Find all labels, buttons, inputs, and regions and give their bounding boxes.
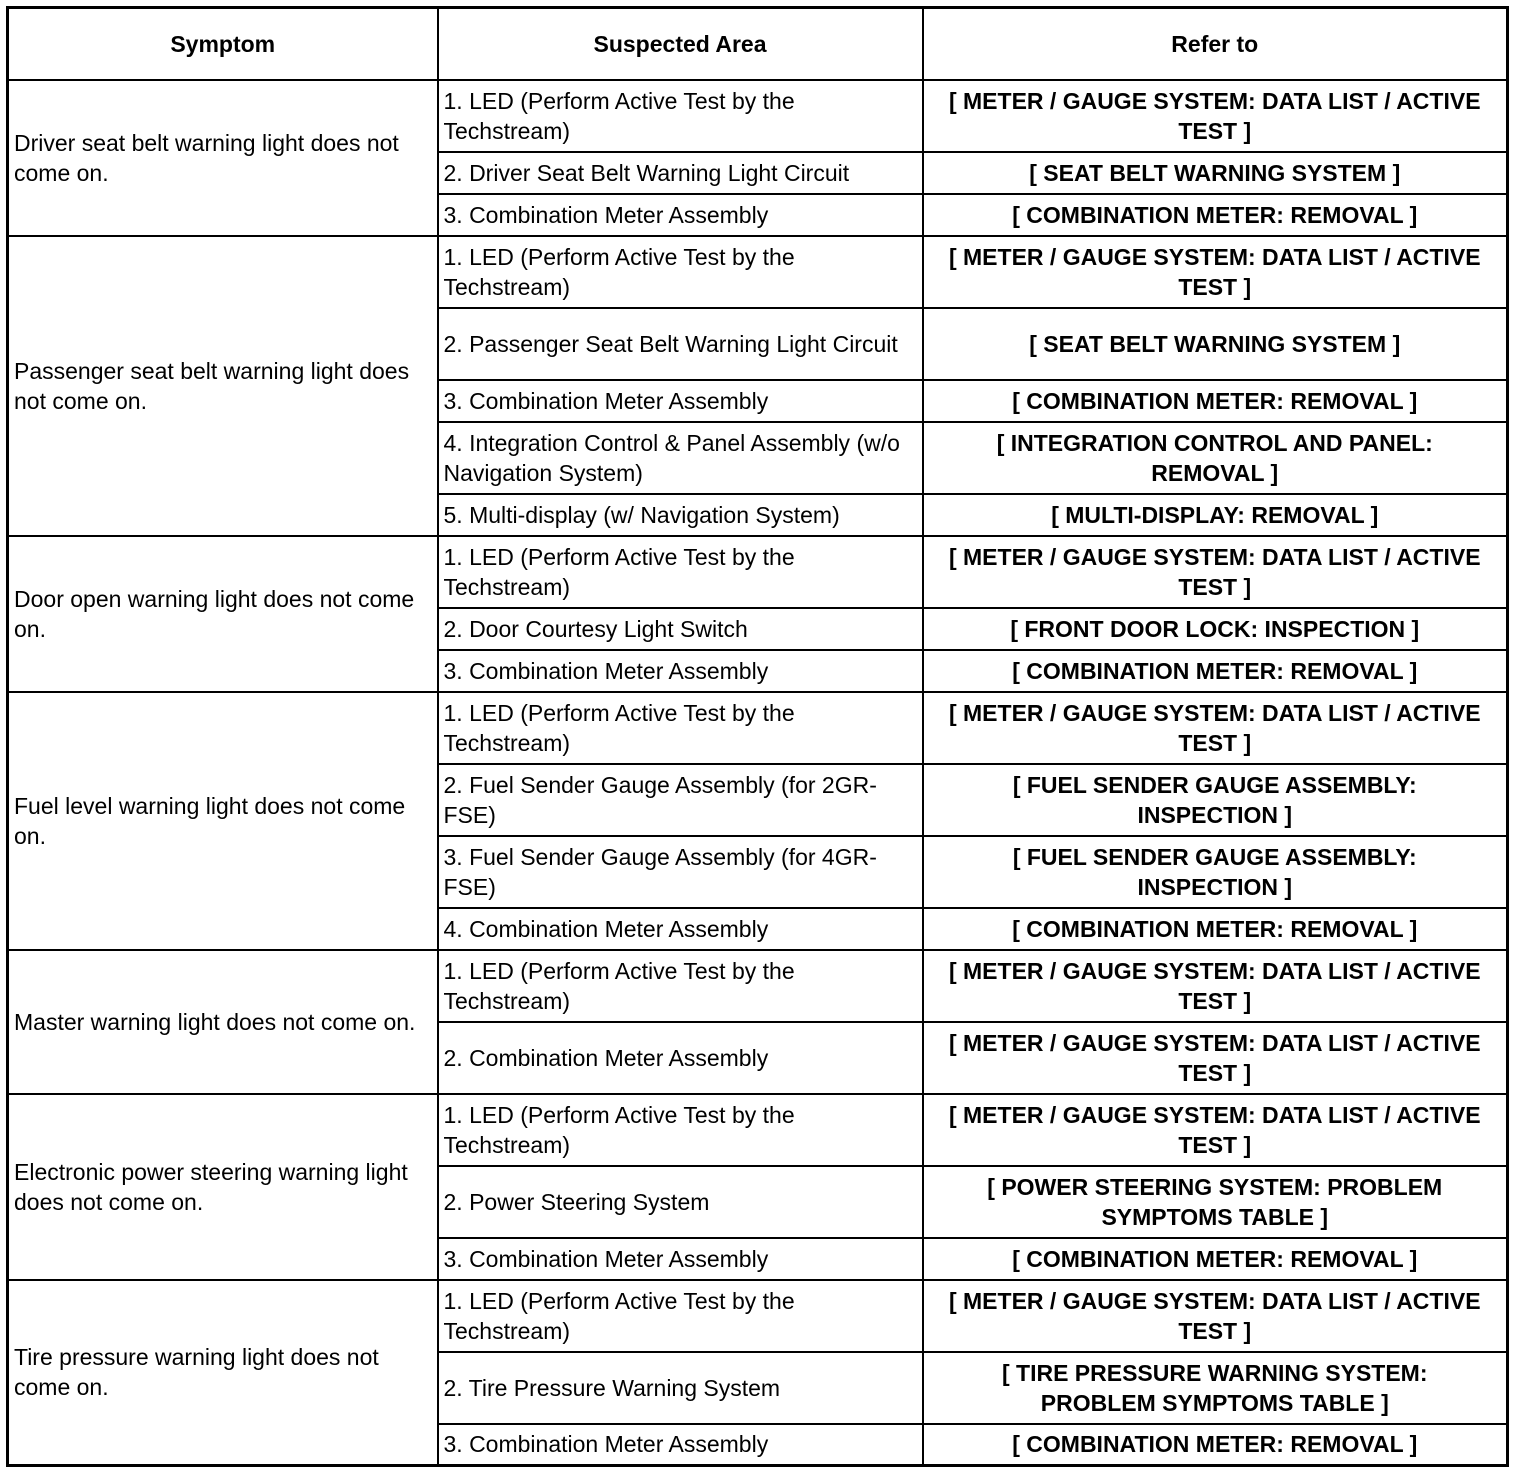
column-header-suspected-area: Suspected Area: [438, 8, 923, 80]
refer-to-link[interactable]: [ POWER STEERING SYSTEM: PROBLEM SYMPTOMS TABLE ]: [923, 1166, 1508, 1238]
refer-to-link[interactable]: [ COMBINATION METER: REMOVAL ]: [923, 908, 1508, 950]
suspected-area-cell: 2. Combination Meter Assembly: [438, 1022, 923, 1094]
suspected-area-cell: 1. LED (Perform Active Test by the Techstream): [438, 536, 923, 608]
suspected-area-cell: 3. Combination Meter Assembly: [438, 380, 923, 422]
refer-to-link[interactable]: [ METER / GAUGE SYSTEM: DATA LIST / ACTIVE TEST ]: [923, 536, 1508, 608]
refer-to-link[interactable]: [ FUEL SENDER GAUGE ASSEMBLY: INSPECTION ]: [923, 836, 1508, 908]
suspected-area-cell: 2. Fuel Sender Gauge Assembly (for 2GR-FSE): [438, 764, 923, 836]
refer-to-link[interactable]: [ SEAT BELT WARNING SYSTEM ]: [923, 152, 1508, 194]
suspected-area-cell: 1. LED (Perform Active Test by the Techstream): [438, 1280, 923, 1352]
problem-symptoms-table: [6, 6, 1509, 1467]
refer-to-link[interactable]: [ METER / GAUGE SYSTEM: DATA LIST / ACTIVE TEST ]: [923, 1022, 1508, 1094]
suspected-area-cell: 3. Fuel Sender Gauge Assembly (for 4GR-FSE): [438, 836, 923, 908]
suspected-area-cell: 1. LED (Perform Active Test by the Techstream): [438, 692, 923, 764]
refer-to-link[interactable]: [ COMBINATION METER: REMOVAL ]: [923, 194, 1508, 236]
table-row: [8, 236, 1508, 308]
table-row: [8, 536, 1508, 608]
table-row: [8, 950, 1508, 1022]
symptom-cell: Driver seat belt warning light does not come on.: [8, 80, 438, 236]
refer-to-link[interactable]: [ METER / GAUGE SYSTEM: DATA LIST / ACTIVE TEST ]: [923, 1280, 1508, 1352]
refer-to-link[interactable]: [ METER / GAUGE SYSTEM: DATA LIST / ACTIVE TEST ]: [923, 950, 1508, 1022]
refer-to-link[interactable]: [ METER / GAUGE SYSTEM: DATA LIST / ACTIVE TEST ]: [923, 1094, 1508, 1166]
suspected-area-cell: 3. Combination Meter Assembly: [438, 650, 923, 692]
refer-to-link[interactable]: [ COMBINATION METER: REMOVAL ]: [923, 1238, 1508, 1280]
refer-to-link[interactable]: [ FRONT DOOR LOCK: INSPECTION ]: [923, 608, 1508, 650]
table-row: [8, 1280, 1508, 1352]
suspected-area-cell: 1. LED (Perform Active Test by the Techstream): [438, 1094, 923, 1166]
suspected-area-cell: 2. Tire Pressure Warning System: [438, 1352, 923, 1424]
suspected-area-cell: 2. Passenger Seat Belt Warning Light Circuit: [438, 308, 923, 380]
suspected-area-cell: 2. Door Courtesy Light Switch: [438, 608, 923, 650]
refer-to-link[interactable]: [ COMBINATION METER: REMOVAL ]: [923, 650, 1508, 692]
symptom-cell: Electronic power steering warning light does not come on.: [8, 1094, 438, 1280]
symptom-cell: Door open warning light does not come on.: [8, 536, 438, 692]
suspected-area-cell: 2. Driver Seat Belt Warning Light Circuit: [438, 152, 923, 194]
refer-to-link[interactable]: [ SEAT BELT WARNING SYSTEM ]: [923, 308, 1508, 380]
suspected-area-cell: 5. Multi-display (w/ Navigation System): [438, 494, 923, 536]
suspected-area-cell: 3. Combination Meter Assembly: [438, 194, 923, 236]
refer-to-link[interactable]: [ TIRE PRESSURE WARNING SYSTEM: PROBLEM SYMPTOMS TABLE ]: [923, 1352, 1508, 1424]
table-header-row: [8, 8, 1508, 80]
column-header-symptom: Symptom: [8, 8, 438, 80]
refer-to-link[interactable]: [ COMBINATION METER: REMOVAL ]: [923, 1424, 1508, 1466]
suspected-area-cell: 3. Combination Meter Assembly: [438, 1424, 923, 1466]
column-header-refer-to: Refer to: [923, 8, 1508, 80]
refer-to-link[interactable]: [ METER / GAUGE SYSTEM: DATA LIST / ACTIVE TEST ]: [923, 236, 1508, 308]
symptom-cell: Passenger seat belt warning light does not come on.: [8, 236, 438, 536]
suspected-area-cell: 4. Combination Meter Assembly: [438, 908, 923, 950]
refer-to-link[interactable]: [ FUEL SENDER GAUGE ASSEMBLY: INSPECTION ]: [923, 764, 1508, 836]
suspected-area-cell: 3. Combination Meter Assembly: [438, 1238, 923, 1280]
suspected-area-cell: 1. LED (Perform Active Test by the Techstream): [438, 950, 923, 1022]
refer-to-link[interactable]: [ METER / GAUGE SYSTEM: DATA LIST / ACTIVE TEST ]: [923, 80, 1508, 152]
table-row: [8, 80, 1508, 152]
refer-to-link[interactable]: [ COMBINATION METER: REMOVAL ]: [923, 380, 1508, 422]
suspected-area-cell: 1. LED (Perform Active Test by the Techstream): [438, 236, 923, 308]
table-row: [8, 692, 1508, 764]
table-row: [8, 1094, 1508, 1166]
suspected-area-cell: 1. LED (Perform Active Test by the Techstream): [438, 80, 923, 152]
refer-to-link[interactable]: [ METER / GAUGE SYSTEM: DATA LIST / ACTIVE TEST ]: [923, 692, 1508, 764]
suspected-area-cell: 4. Integration Control & Panel Assembly (w/o Navigation System): [438, 422, 923, 494]
refer-to-link[interactable]: [ INTEGRATION CONTROL AND PANEL: REMOVAL ]: [923, 422, 1508, 494]
suspected-area-cell: 2. Power Steering System: [438, 1166, 923, 1238]
refer-to-link[interactable]: [ MULTI-DISPLAY: REMOVAL ]: [923, 494, 1508, 536]
symptom-cell: Tire pressure warning light does not come on.: [8, 1280, 438, 1466]
symptom-cell: Fuel level warning light does not come on.: [8, 692, 438, 950]
symptom-cell: Master warning light does not come on.: [8, 950, 438, 1094]
